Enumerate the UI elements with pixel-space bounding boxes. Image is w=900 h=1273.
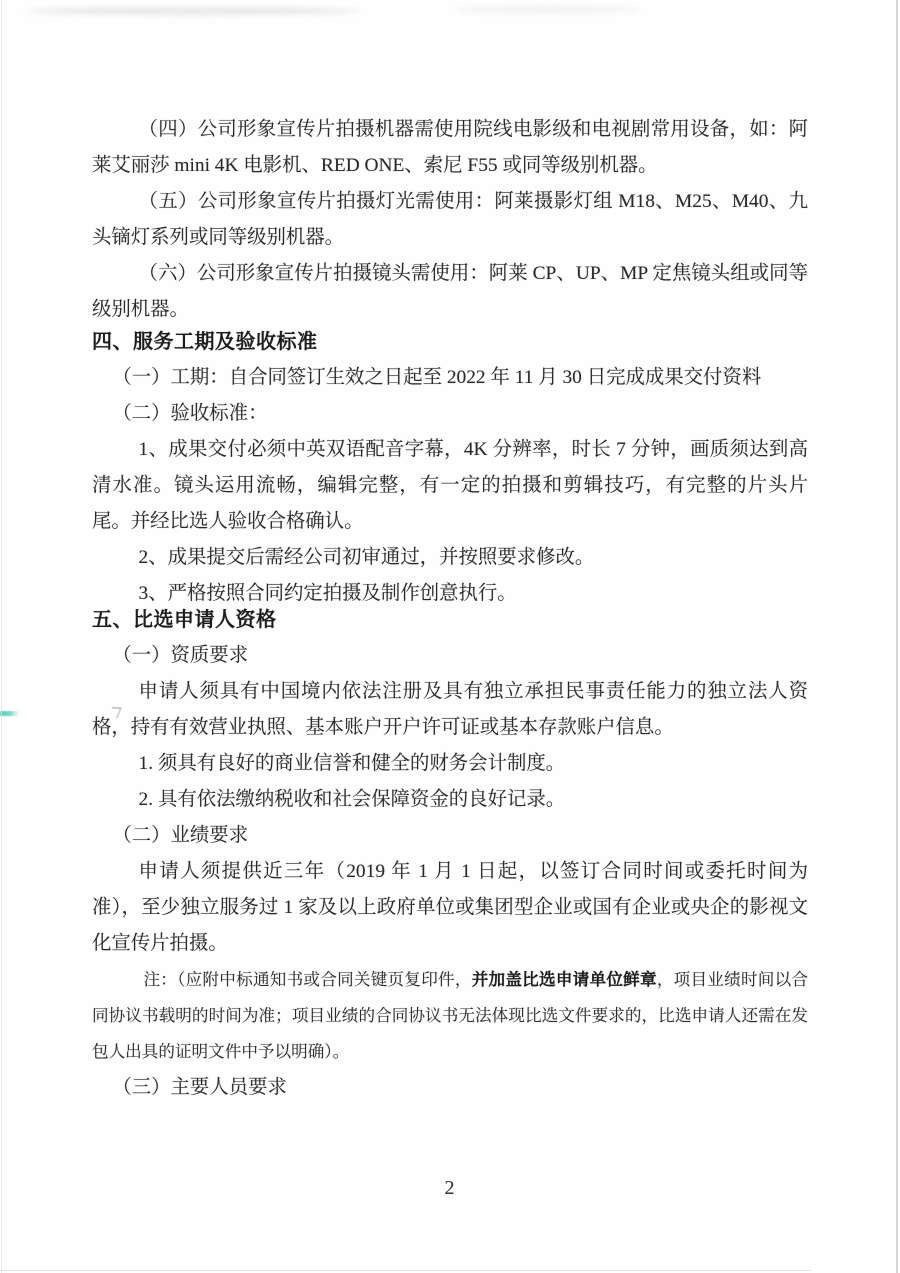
note-paragraph [92,962,808,1070]
section-heading-service-terms: 四、服务工期及验收标准 [92,331,318,353]
paragraph-qualification-intro: 申请人须具有中国境内依法注册及具有独立承担民事责任能力的独立法人资格，持有有效营业执照、基本账户开户许可证或基本存款账户信息。 [92,681,808,738]
qualification-item-2: 2. 具有依法缴纳税收和社会保障资金的良好记录。 [138,789,566,810]
page-number: 2 [444,1177,456,1199]
acceptance-item-3: 3、严格按照合同约定拍摄及制作创意执行。 [138,583,517,604]
scan-edge-left-line [1,0,2,1273]
clause-acceptance-title: （二）验收标准： [112,403,268,424]
paragraph-performance-intro: 申请人须提供近三年（2019 年 1 月 1 日起，以签订合同时间或委托时间为准），至少独立服务过 1 家及以上政府单位或集团型企业或国有企业或央企的影视文化宣传片拍摄。 [92,861,808,954]
acceptance-item-2: 2、成果提交后需经公司初审通过，并按照要求修改。 [138,547,595,568]
note-text-post: ，项目业绩时间以合同协议书载明的时间为准；项目业绩的合同协议书无法体现比选文件要求的，比选申请人还需在发包人出具的证明文件中予以明确）。 [92,970,809,1061]
paragraph-lens-requirement: （六）公司形象宣传片拍摄镜头需使用：阿莱 CP、UP、MP 定焦镜头组或同等级别机器。 [92,263,808,320]
scan-edge-bottom-line [0,1270,812,1271]
qualification-item-1: 1. 须具有良好的商业信誉和健全的财务会计制度。 [138,753,566,774]
note-text-bold: 并加盖比选申请单位鲜章 [471,970,657,989]
subsection-qualification-title: （一）资质要求 [112,645,249,666]
paragraph-lighting-requirement: （五）公司形象宣传片拍摄灯光需使用：阿莱摄影灯组 M18、M25、M40、九头镝灯系列或同等级别机器。 [92,191,808,248]
scan-edge-right-line [896,0,898,1273]
clause-duration: （一）工期：自合同签订生效之日起至 2022 年 11 月 30 日完成成果交付资料 [112,367,762,388]
subsection-personnel-title: （三）主要人员要求 [112,1077,287,1098]
note-text-pre: 注：（应附中标通知书或合同关键页复印件， [143,970,472,989]
scan-teal-mark [0,711,19,716]
section-heading-applicant-qualification: 五、比选申请人资格 [92,609,277,631]
subsection-performance-title: （二）业绩要求 [112,825,249,846]
paragraph-camera-requirement: （四）公司形象宣传片拍摄机器需使用院线电影级和电视剧常用设备，如：阿莱艾丽莎 mini 4K 电影机、RED ONE、索尼 F55 或同等级别机器。 [92,119,808,176]
acceptance-item-1: 1、成果交付必须中英双语配音字幕，4K 分辨率，时长 7 分钟，画质须达到高清水准。镜头运用流畅，编辑完整，有一定的拍摄和剪辑技巧，有完整的片头片尾。并经比选人验收合格确认。 [92,439,808,532]
document-body [92,0,808,1206]
